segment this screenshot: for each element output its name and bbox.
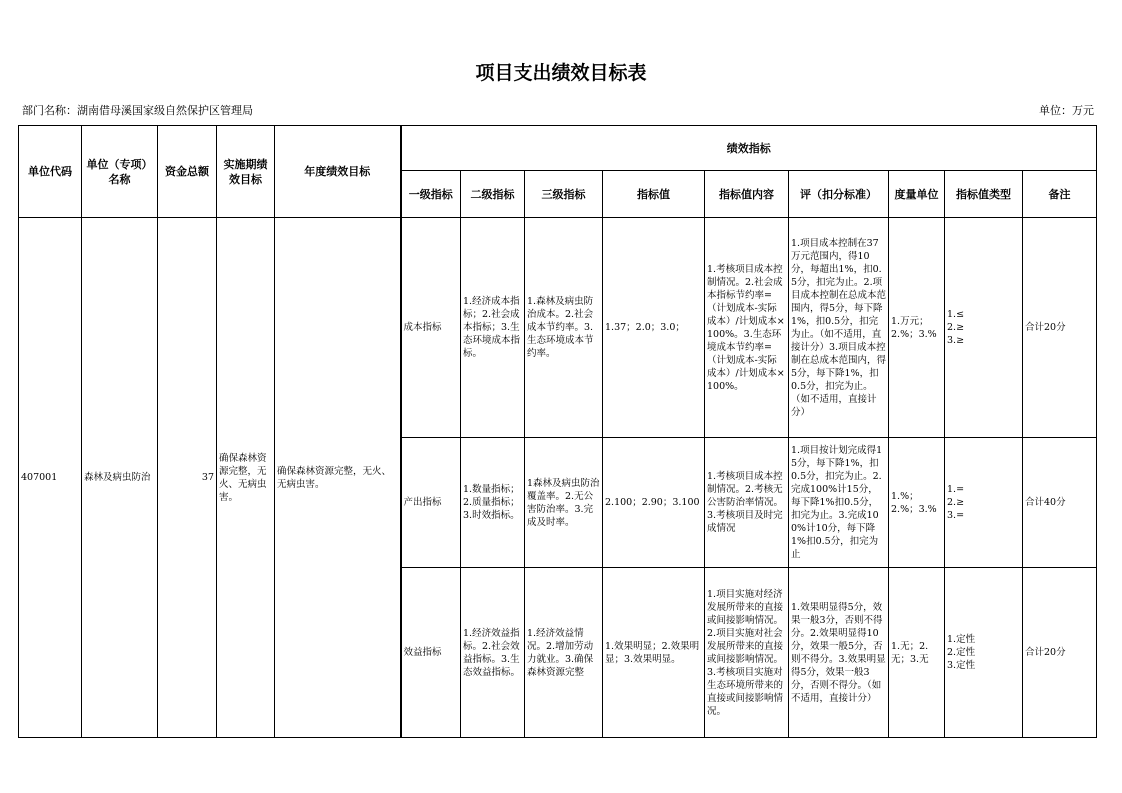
score-cell: 1.效果明显得5分，效果一般3分，否则不得分。2.效果明显得10分，效果一般5分，否则不得分。3.效果明显得5分，效果一般3分，否则不得分。（如不适用，直接计分） xyxy=(789,568,889,738)
table-row xyxy=(19,218,1097,438)
value-cell: 1.效果明显；2.效果明显；3.效果明显。 xyxy=(603,568,705,738)
header-measure: 度量单位 xyxy=(889,171,945,218)
header-level3: 三级指标 xyxy=(525,171,603,218)
header-level2: 二级指标 xyxy=(461,171,525,218)
header-score: 评（扣分标准） xyxy=(789,171,889,218)
level2-cell: 1.经济成本指标；2.社会成本指标；3.生态环境成本指标。 xyxy=(461,218,525,438)
value-cell: 1.37；2.0；3.0； xyxy=(603,218,705,438)
level3-cell: 1.森林及病虫防治成本。2.社会成本节约率。3.生态环境成本节约率。 xyxy=(525,218,603,438)
header-level1: 一级指标 xyxy=(401,171,461,218)
score-cell: 1.项目按计划完成得15分，每下降1%，扣0.5分，扣完为止。2.完成100%计15分，每下降1%扣0.5分，扣完为止。3.完成100%计10分，每下降1%扣0.5分，扣完为止 xyxy=(789,438,889,568)
level3-cell: 1森林及病虫防治覆盖率。2.无公害防治率。3.完成及时率。 xyxy=(525,438,603,568)
performance-table xyxy=(18,125,1097,738)
total-funds-cell: 37 xyxy=(158,218,217,738)
header-performance-indicators: 绩效指标 xyxy=(401,126,1097,171)
value-type-cell: 1.定性 2.定性 3.定性 xyxy=(945,568,1023,738)
content-cell: 1.考核项目成本控制情况。2.考核无公害防治率情况。3.考核项目及时完成情况 xyxy=(705,438,789,568)
value-type-cell: 1.= 2.≥ 3.= xyxy=(945,438,1023,568)
note-cell: 合计40分 xyxy=(1023,438,1097,568)
measure-cell: 1.无；2.无；3.无 xyxy=(889,568,945,738)
header-content: 指标值内容 xyxy=(705,171,789,218)
note-cell: 合计20分 xyxy=(1023,218,1097,438)
value-type-cell: 1.≤ 2.≥ 3.≥ xyxy=(945,218,1023,438)
level3-cell: 1.经济效益情况。2.增加劳动力就业。3.确保森林资源完整 xyxy=(525,568,603,738)
header-value-type: 指标值类型 xyxy=(945,171,1023,218)
score-cell: 1.项目成本控制在37万元范围内，得10分，每超出1%，扣0.5分，扣完为止。2.项目成本控制在总成本范围内，得5分，每下降1%，扣0.5分，扣完为止。（如不适用，直接计分）3.项目成本控制在总成本范围内，得5分，每下降1%，扣0.5分，扣完为止。（如不适用，直接计分） xyxy=(789,218,889,438)
page-title: 项目支出绩效目标表 xyxy=(475,62,647,84)
unit-code-cell: 407001 xyxy=(19,218,82,738)
content-cell: 1.考核项目成本控制情况。2.社会成本指标节约率=（计划成本-实际成本）/计划成本×100%。3.生态环境成本节约率=（计划成本-实际成本）/计划成本×100%。 xyxy=(705,218,789,438)
header-value: 指标值 xyxy=(603,171,705,218)
value-cell: 2.100；2.90；3.100 xyxy=(603,438,705,568)
level1-cell: 成本指标 xyxy=(401,218,461,438)
header-period-goal: 实施期绩效目标 xyxy=(217,126,275,218)
content-cell: 1.项目实施对经济发展所带来的直接或间接影响情况。2.项目实施对社会发展所带来的直接或间接影响情况。3.考核项目实施对生态环境所带来的直接或间接影响情况。 xyxy=(705,568,789,738)
header-unit-name: 单位（专项）名称 xyxy=(82,126,158,218)
measure-cell: 1.%；2.%；3.% xyxy=(889,438,945,568)
header-annual-goal: 年度绩效目标 xyxy=(275,126,401,218)
header-unit-code: 单位代码 xyxy=(19,126,82,218)
department-name: 部门名称：湖南借母溪国家级自然保护区管理局 xyxy=(22,104,253,117)
level2-cell: 1.经济效益指标。2.社会效益指标。3.生态效益指标。 xyxy=(461,568,525,738)
note-cell: 合计20分 xyxy=(1023,568,1097,738)
annual-goal-cell: 确保森林资源完整，无火、无病虫害。 xyxy=(275,218,401,738)
header-total-funds: 资金总额 xyxy=(158,126,217,218)
level1-cell: 效益指标 xyxy=(401,568,461,738)
level1-cell: 产出指标 xyxy=(401,438,461,568)
unit-label: 单位：万元 xyxy=(1039,104,1094,117)
measure-cell: 1.万元；2.%；3.% xyxy=(889,218,945,438)
period-goal-cell: 确保森林资源完整，无火、无病虫害。 xyxy=(217,218,275,738)
level2-cell: 1.数量指标；2.质量指标；3.时效指标。 xyxy=(461,438,525,568)
unit-name-cell: 森林及病虫防治 xyxy=(82,218,158,738)
header-note: 备注 xyxy=(1023,171,1097,218)
